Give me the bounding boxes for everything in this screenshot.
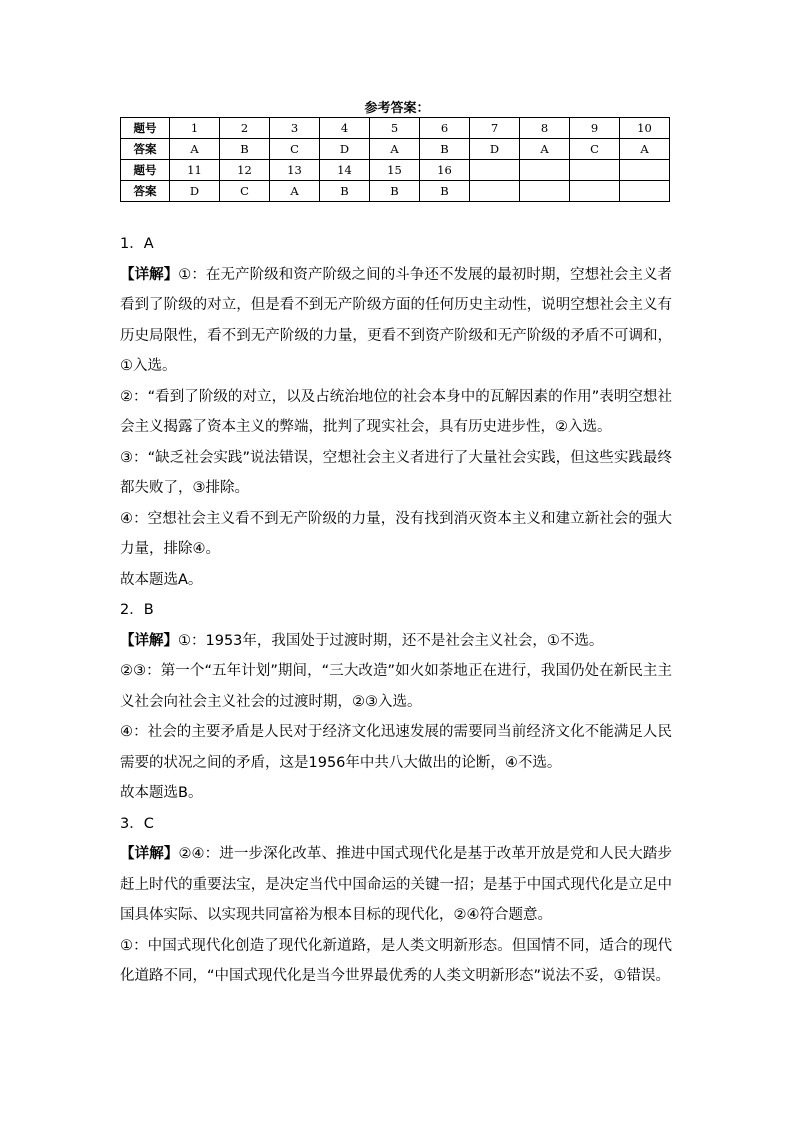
- answer-key-table: [120, 117, 670, 202]
- table-cell: 6: [420, 118, 470, 139]
- question-number: 2．B: [120, 602, 154, 618]
- table-cell: B: [420, 181, 470, 202]
- table-cell: 15: [370, 160, 420, 181]
- explanation-paragraph: [120, 626, 672, 657]
- question-number: 1．A: [120, 236, 154, 252]
- table-cell: [570, 181, 620, 202]
- table-row: [121, 181, 670, 202]
- row-header: 答案: [121, 139, 170, 160]
- table-cell: A: [620, 139, 670, 160]
- table-cell: A: [270, 181, 320, 202]
- table-row: [121, 160, 670, 181]
- table-cell: 14: [320, 160, 370, 181]
- table-cell: [570, 160, 620, 181]
- row-header: 答案: [121, 181, 170, 202]
- table-cell: [620, 160, 670, 181]
- table-cell: A: [370, 139, 420, 160]
- conclusion-line: 故本题选B。: [120, 785, 203, 801]
- table-cell: C: [570, 139, 620, 160]
- table-cell: D: [170, 181, 220, 202]
- table-cell: 5: [370, 118, 420, 139]
- table-cell: [520, 181, 570, 202]
- table-cell: [470, 160, 520, 181]
- conclusion-line: 故本题选A。: [120, 571, 203, 588]
- table-cell: 16: [420, 160, 470, 181]
- table-cell: B: [220, 139, 270, 160]
- table-row: [121, 118, 670, 139]
- explanation-paragraph: [120, 839, 672, 931]
- detail-tag: 【详解】: [120, 266, 179, 283]
- table-cell: B: [370, 181, 420, 202]
- table-cell: A: [520, 139, 570, 160]
- table-cell: 1: [170, 118, 220, 139]
- table-cell: 7: [470, 118, 520, 139]
- table-cell: 8: [520, 118, 570, 139]
- explanation-paragraph: [120, 260, 672, 382]
- answer-explanations: [120, 229, 672, 992]
- question-number: 3．C: [120, 815, 154, 832]
- table-cell: 13: [270, 160, 320, 181]
- paragraph-text: ①：1953年，我国处于过渡时期，还不是社会主义社会，①不选。: [178, 632, 604, 649]
- explanation-paragraph: ②③：第一个“五年计划”期间，“三大改造”如火如荼地正在进行，我国仍处在新民主主义社会向社会主义社会的过渡时期，②③入选。: [120, 663, 672, 710]
- paragraph-text: ②④：进一步深化改革、推进中国式现代化是基于改革开放是党和人民大踏步赶上时代的重要法宝，是决定当代中国命运的关键一招；是基于中国式现代化是立足中国具体实际、以实现共同富裕为根本目标的现代化，②④符合题意。: [120, 846, 673, 923]
- table-cell: D: [320, 139, 370, 160]
- table-cell: 11: [170, 160, 220, 181]
- table-cell: B: [320, 181, 370, 202]
- table-cell: 12: [220, 160, 270, 181]
- explanation-paragraph: ④：空想社会主义看不到无产阶级的力量，没有找到消灭资本主义和建立新社会的强大力量，排除④。: [120, 510, 672, 557]
- table-cell: [470, 181, 520, 202]
- table-cell: 3: [270, 118, 320, 139]
- table-cell: [620, 181, 670, 202]
- explanation-paragraph: ②：“看到了阶级的对立，以及占统治地位的社会本身中的瓦解因素的作用”表明空想社会主义揭露了资本主义的弊端，批判了现实社会，具有历史进步性，②入选。: [120, 388, 672, 435]
- table-cell: [520, 160, 570, 181]
- table-cell: C: [270, 139, 320, 160]
- table-cell: 4: [320, 118, 370, 139]
- table-cell: A: [170, 139, 220, 160]
- detail-tag: 【详解】: [120, 846, 179, 862]
- explanation-paragraph: ①：中国式现代化创造了现代化新道路，是人类文明新形态。但国情不同，适合的现代化道路不同，“中国式现代化是当今世界最优秀的人类文明新形态”说法不妥，①错误。: [120, 937, 672, 984]
- row-header: 题号: [121, 160, 170, 181]
- paragraph-text: ①：在无产阶级和资产阶级之间的斗争还不发展的最初时期，空想社会主义者看到了阶级的对立，但是看不到无产阶级方面的任何历史主动性，说明空想社会主义有历史局限性，看不到无产阶级的力量，更看不到资产阶级和无产阶级的矛盾不可调和，①入选。: [120, 266, 673, 374]
- table-cell: 10: [620, 118, 670, 139]
- table-cell: C: [220, 181, 270, 202]
- explanation-paragraph: ③：“缺乏社会实践”说法错误，空想社会主义者进行了大量社会实践，但这些实践最终都失败了，③排除。: [120, 449, 672, 496]
- explanation-paragraph: ④：社会的主要矛盾是人民对于经济文化迅速发展的需要同当前经济文化不能满足人民需要的状况之间的矛盾，这是1956年中共八大做出的论断，④不选。: [120, 724, 672, 771]
- table-cell: 2: [220, 118, 270, 139]
- table-row: [121, 139, 670, 160]
- table-cell: D: [470, 139, 520, 160]
- page-title: 参考答案：: [364, 101, 430, 116]
- detail-tag: 【详解】: [120, 632, 178, 649]
- row-header: 题号: [121, 118, 170, 139]
- table-cell: B: [420, 139, 470, 160]
- table-cell: 9: [570, 118, 620, 139]
